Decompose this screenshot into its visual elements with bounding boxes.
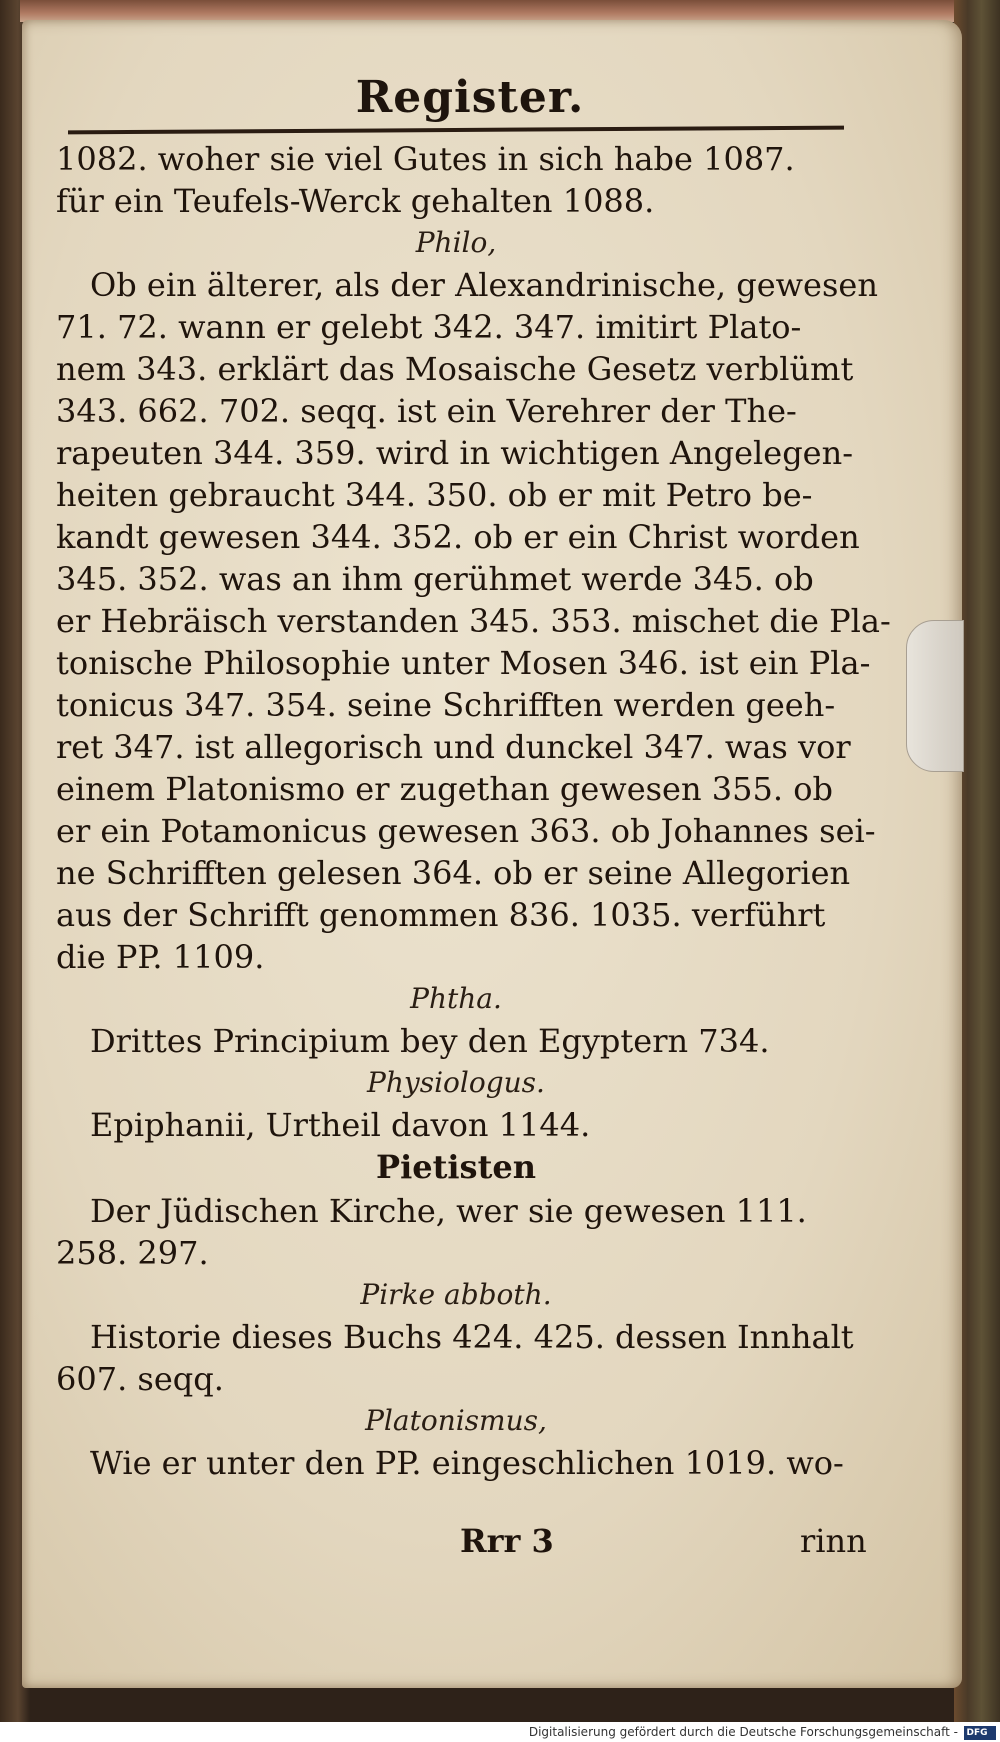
entry-heading: Phtha.: [410, 982, 502, 1015]
text-line: die PP. 1109.: [56, 938, 265, 976]
text-line: heiten gebraucht 344. 350. ob er mit Petro be-: [56, 476, 813, 514]
text-line: er ein Potamonicus gewesen 363. ob Johannes sei-: [56, 812, 876, 850]
text-line: nem 343. erklärt das Mosaische Gesetz verblümt: [56, 350, 854, 388]
page-edge-top: [20, 0, 980, 22]
dfg-logo: DFG: [964, 1726, 996, 1740]
catchword: rinn: [800, 1522, 867, 1560]
register-text: [56, 138, 891, 1484]
footer-text: Digitalisierung gefördert durch die Deutsche Forschungsgemeinschaft -: [528, 1725, 958, 1739]
entry-heading: Platonismus,: [365, 1404, 547, 1437]
text-line: kandt gewesen 344. 352. ob er ein Christ worden: [56, 518, 860, 556]
signature-mark: Rrr 3: [460, 1522, 554, 1560]
text-line: einem Platonismo er zugethan gewesen 355. ob: [56, 770, 833, 808]
text-line: Historie dieses Buchs 424. 425. dessen Innhalt: [90, 1318, 854, 1356]
text-line: für ein Teufels-Werck gehalten 1088.: [56, 182, 655, 220]
text-line: er Hebräisch verstanden 345. 353. mischet die Pla-: [56, 602, 891, 640]
entry-heading: Pirke abboth.: [360, 1278, 552, 1311]
text-line: Ob ein älterer, als der Alexandrinische, gewesen: [90, 266, 878, 304]
text-line: 71. 72. wann er gelebt 342. 347. imitirt Plato-: [56, 308, 802, 346]
text-line: 1082. woher sie viel Gutes in sich habe 1087.: [56, 140, 795, 178]
text-line: 607. seqq.: [56, 1360, 224, 1398]
book-clasp: [906, 620, 964, 772]
text-line: Drittes Principium bey den Egyptern 734.: [90, 1022, 770, 1060]
footer-credit: [0, 1722, 1000, 1742]
text-line: tonische Philosophie unter Mosen 346. ist ein Pla-: [56, 644, 871, 682]
text-line: 258. 297.: [56, 1234, 209, 1272]
entry-heading: Physiologus.: [367, 1066, 545, 1099]
text-line: Epiphanii, Urtheil davon 1144.: [90, 1106, 591, 1144]
text-line: Der Jüdischen Kirche, wer sie gewesen 111.: [90, 1192, 807, 1230]
text-line: Wie er unter den PP. eingeschlichen 1019. wo-: [90, 1444, 844, 1482]
entry-heading: Pietisten: [376, 1148, 536, 1186]
entry-heading: Philo,: [415, 226, 497, 259]
text-line: rapeuten 344. 359. wird in wichtigen Angelegen-: [56, 434, 854, 472]
running-header: Register.: [355, 72, 585, 123]
text-line: 345. 352. was an ihm gerühmet werde 345. ob: [56, 560, 814, 598]
text-line: aus der Schrifft genommen 836. 1035. verführt: [56, 896, 826, 934]
text-line: tonicus 347. 354. seine Schrifften werden geeh-: [56, 686, 836, 724]
text-line: ret 347. ist allegorisch und dunckel 347. was vor: [56, 728, 851, 766]
text-line: 343. 662. 702. seqq. ist ein Verehrer der The-: [56, 392, 797, 430]
text-line: ne Schrifften gelesen 364. ob er seine Allegorien: [56, 854, 851, 892]
